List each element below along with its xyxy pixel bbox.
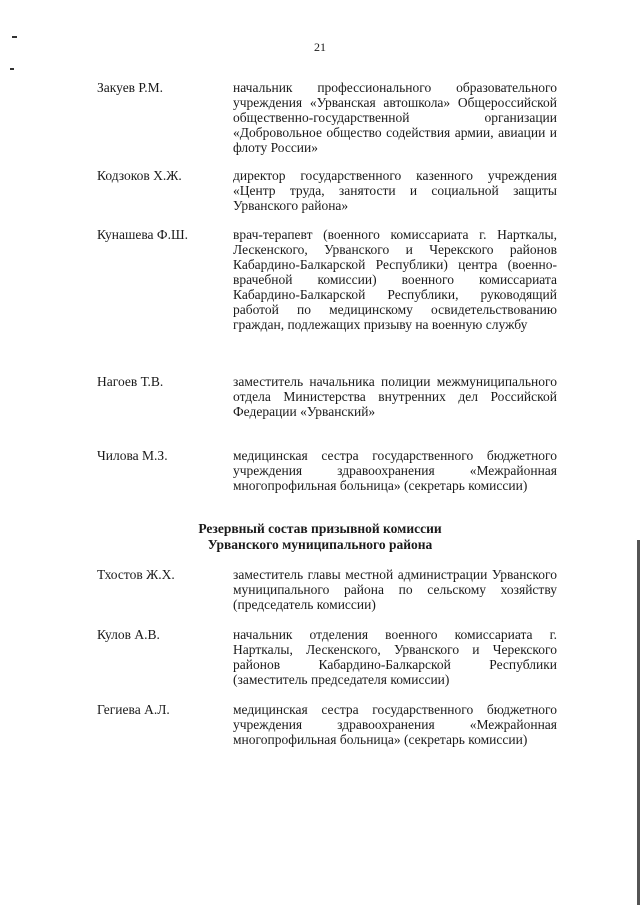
member-name: Кунашева Ф.Ш. [97, 227, 188, 242]
member-role: заместитель главы местной администрации Урванского муниципального района по сельскому хозяйству (председатель комиссии) [233, 567, 557, 612]
member-name: Чилова М.З. [97, 448, 168, 463]
member-name: Тхостов Ж.Х. [97, 567, 175, 582]
member-role: начальник профессионального образовательного учреждения «Урванская автошкола» Общероссийской общественно-государственной организации «Добровольное общество содействия армии, авиации и флоту России» [233, 80, 557, 155]
member-name: Закуев Р.М. [97, 80, 164, 95]
member-name: Нагоев Т.В. [97, 374, 164, 389]
scan-mark [10, 68, 14, 70]
scan-mark [12, 36, 17, 38]
section-heading [0, 521, 640, 553]
member-role: медицинская сестра государственного бюджетного учреждения здравоохранения «Межрайонная многопрофильная больница» (секретарь комиссии) [233, 702, 557, 747]
member-role: заместитель начальника полиции межмуниципального отдела Министерства внутренних дел Российской Федерации «Урванский» [233, 374, 557, 419]
member-name: Кодзоков Х.Ж. [97, 168, 182, 183]
member-role: начальник отделения военного комиссариата г. Нарткалы, Лескенского, Урванского и Черекского районов Кабардино-Балкарской Республики (заместитель председателя комиссии) [233, 627, 557, 687]
member-role: директор государственного казенного учреждения «Центр труда, занятости и социальной защиты Урванского района» [233, 168, 557, 213]
section-heading-line: Урванского муниципального района [207, 537, 433, 552]
page-number: 21 [314, 40, 326, 54]
section-heading-line: Резервный состав призывной комиссии [198, 521, 442, 536]
member-name: Гегиева А.Л. [97, 702, 170, 717]
member-role: медицинская сестра государственного бюджетного учреждения здравоохранения «Межрайонная многопрофильная больница» (секретарь комиссии) [233, 448, 557, 493]
member-role: врач-терапевт (военного комиссариата г. Нарткалы, Лескенского, Урванского и Черекского районов Кабардино-Балкарской Республики) центра (военно-врачебной комиссии) военного комиссариата Кабардино-Балкарской Республики, руководящий работой по медицинскому освидетельствованию граждан, подлежащих призыву на военную службу [233, 227, 557, 332]
member-name: Кулов А.В. [97, 627, 160, 642]
